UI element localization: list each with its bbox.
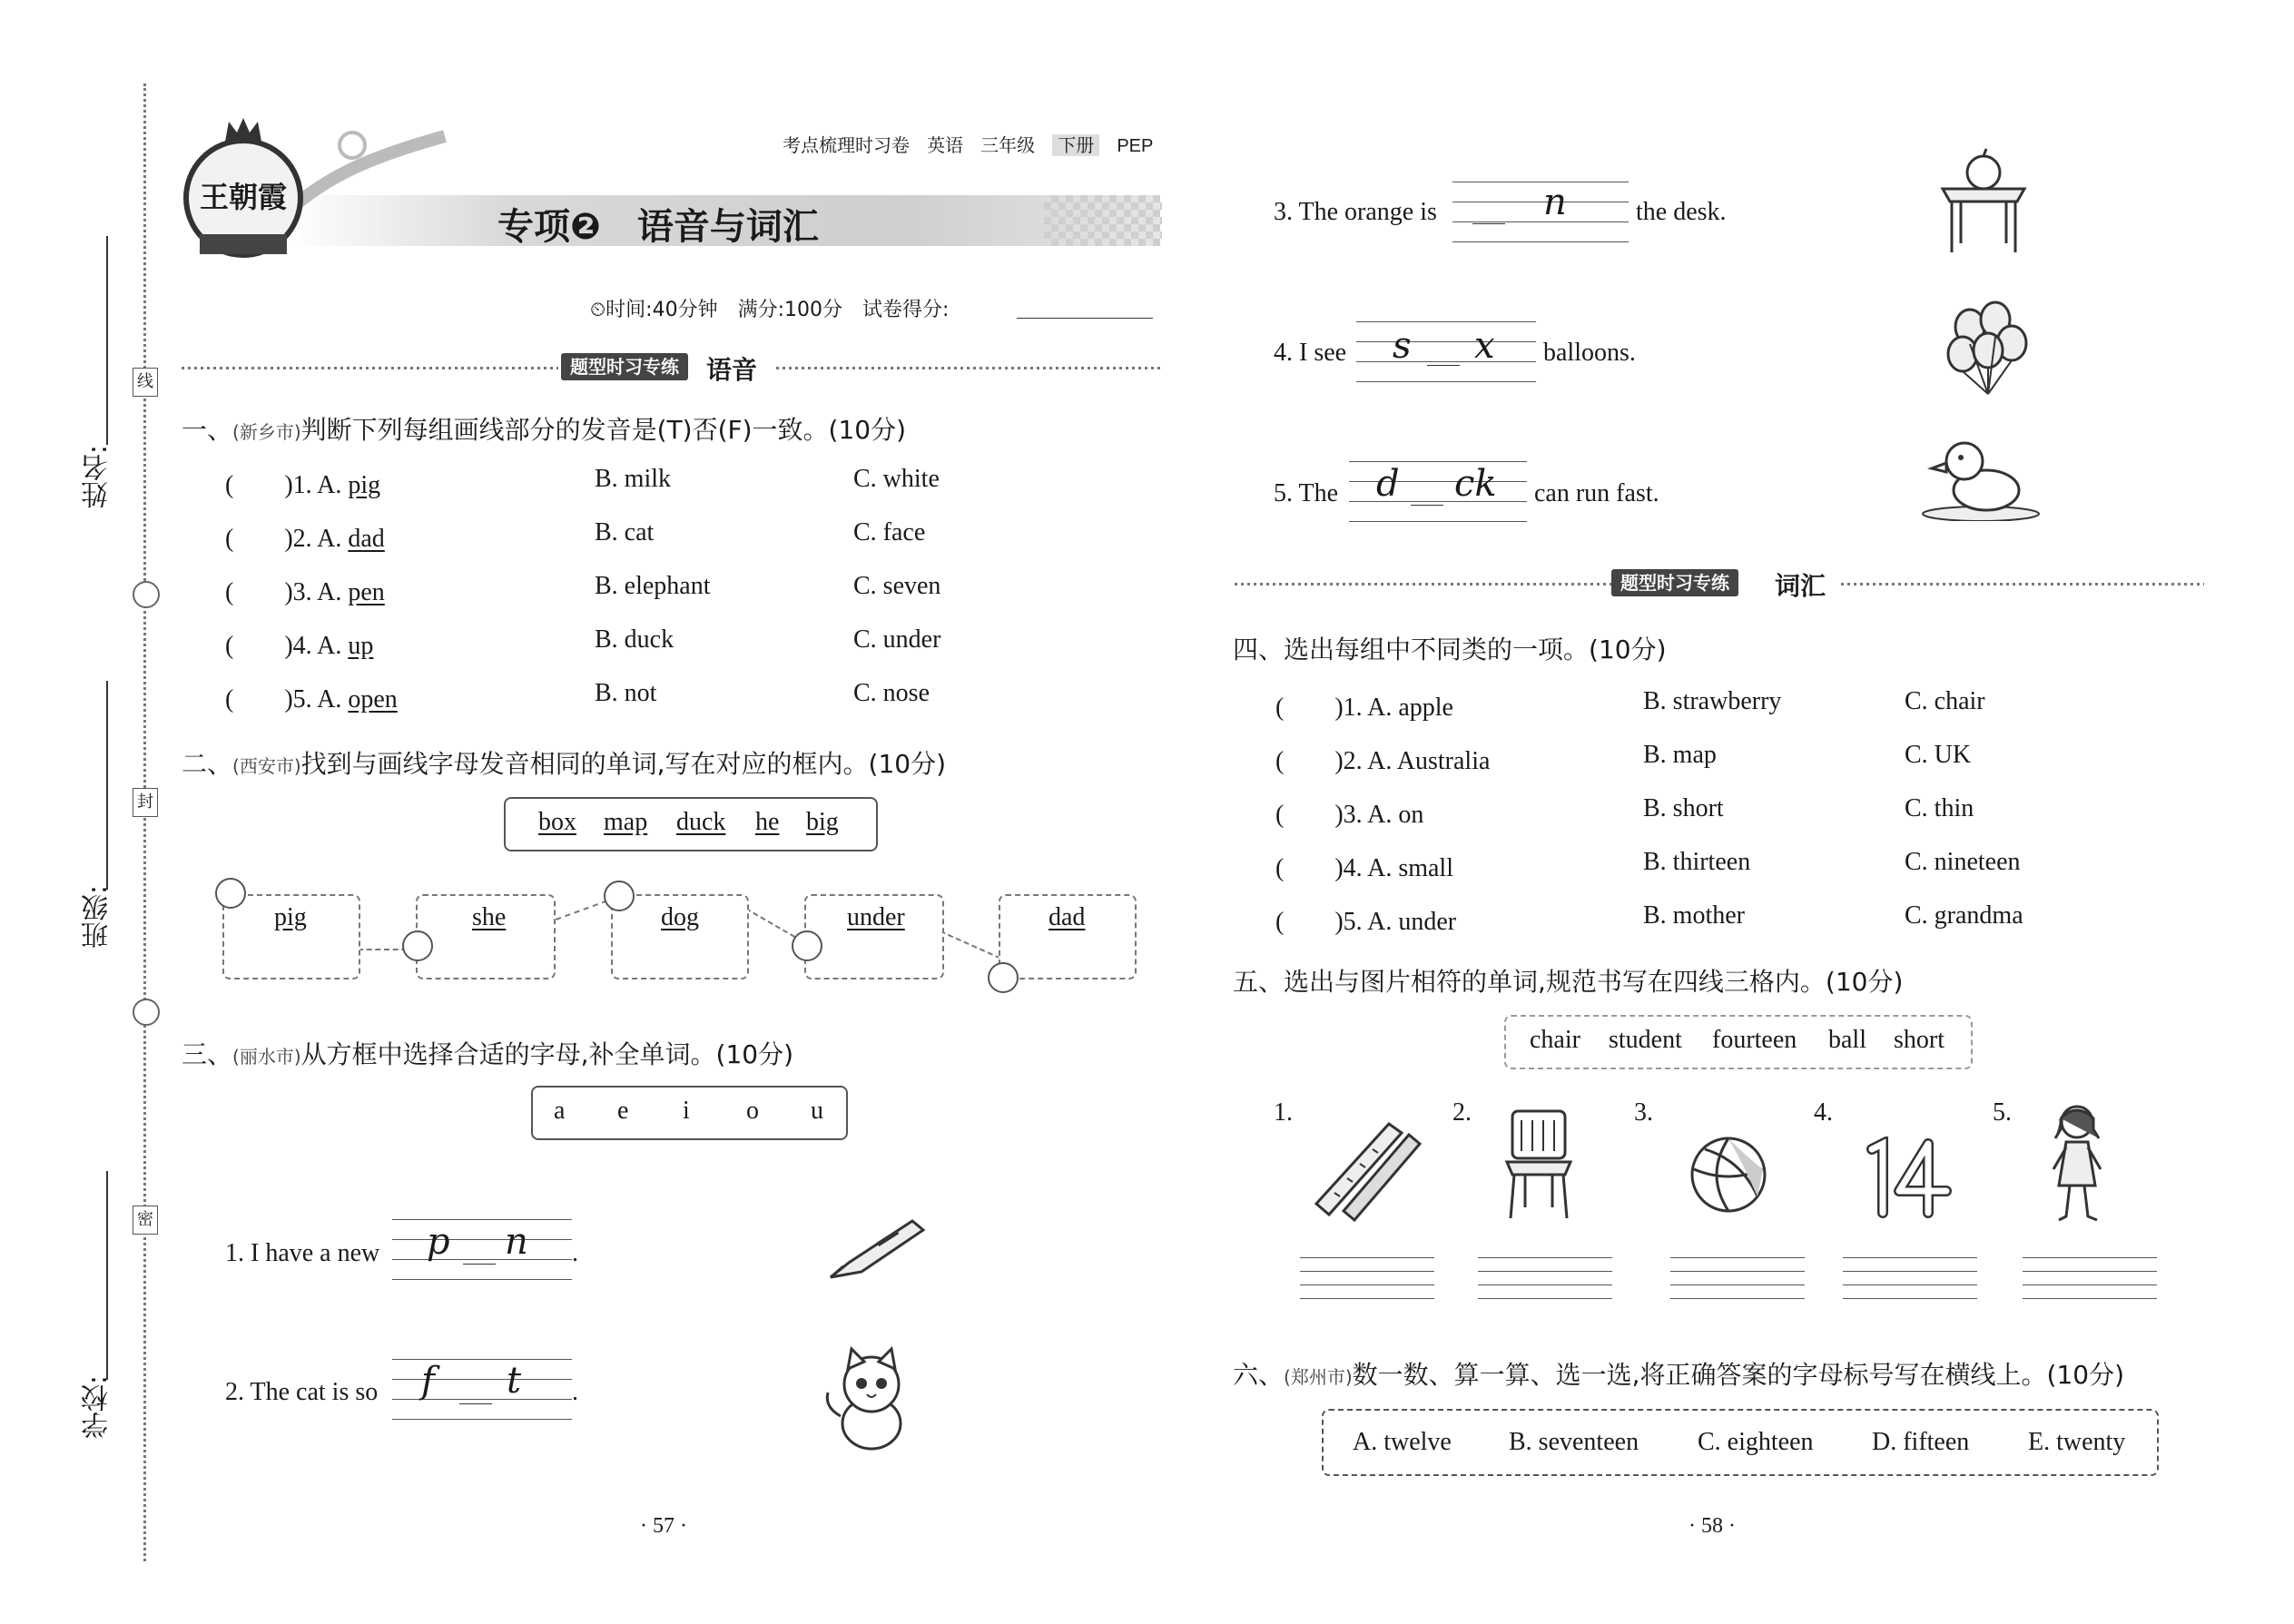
subject: 英语	[927, 134, 964, 156]
q5-heading	[1233, 962, 1903, 999]
smiley-face-icon	[215, 878, 246, 909]
margin-mark-seal: 封	[133, 788, 158, 817]
box-word-text: under	[847, 903, 905, 931]
section-title-phonetics: 语音	[706, 355, 758, 385]
binding-ring-icon	[133, 999, 160, 1026]
bank-word: short	[1894, 1026, 1944, 1054]
q4-row	[1275, 794, 1423, 831]
edition: PEP	[1117, 136, 1154, 156]
option-a: 1. A. apple	[1343, 694, 1453, 722]
q4-row	[1275, 848, 1453, 884]
q4-number: 四、	[1233, 635, 1285, 664]
brand-logo	[183, 138, 303, 258]
section-divider	[776, 367, 1162, 369]
box-word	[274, 903, 307, 932]
box-word	[1049, 903, 1085, 932]
q6-number: 六、	[1233, 1360, 1285, 1390]
logo-ribbon	[200, 234, 287, 254]
crown-icon	[223, 116, 263, 143]
smiley-face-icon	[792, 930, 822, 961]
binding-dotted-line	[143, 84, 146, 1561]
box-word-text: dog	[661, 903, 699, 931]
bank-word	[538, 808, 576, 837]
section-divider	[182, 367, 558, 369]
orange-on-desk-icon	[1934, 143, 2033, 258]
q5-number-label: 1.	[1274, 1098, 1293, 1127]
smiley-face-icon	[402, 930, 433, 961]
option: D. fifteen	[1872, 1428, 1970, 1456]
logo-text: 王朝霞	[199, 180, 287, 214]
q4-heading	[1233, 630, 1667, 666]
option-c: C. UK	[1905, 741, 1972, 769]
option-a-word: open	[348, 685, 398, 714]
period: .	[572, 1378, 578, 1406]
box-word	[847, 903, 905, 932]
option-a-word: dad	[348, 525, 385, 553]
option-c: C. white	[853, 465, 940, 493]
box-word	[472, 903, 506, 932]
grade: 三年级	[980, 134, 1036, 156]
q1-row	[225, 465, 380, 501]
option-c: C. grandma	[1905, 901, 2023, 930]
q5-number-label: 4.	[1814, 1098, 1833, 1127]
bank-word-text: he	[755, 808, 780, 836]
q4-row	[1275, 901, 1456, 938]
q2-number: 二、	[182, 749, 233, 779]
score-blank[interactable]	[1017, 318, 1153, 319]
bank-word: chair	[1530, 1026, 1580, 1054]
page-number-right: · 58 ·	[1689, 1514, 1736, 1538]
bank-letter: o	[746, 1097, 759, 1125]
number-14-icon	[1859, 1137, 1959, 1218]
hint-letter: f	[421, 1360, 435, 1402]
four-line-grid[interactable]	[392, 1219, 572, 1279]
margin-mark-secret: 密	[133, 1206, 158, 1235]
section-divider	[1841, 583, 2204, 586]
bank-word-text: big	[806, 808, 839, 836]
q2-instruction: 找到与画线字母发音相同的单词,写在对应的框内。(10分)	[300, 749, 947, 779]
blank-line[interactable]	[1427, 365, 1460, 366]
option-c: C. face	[853, 518, 926, 546]
bank-word-text: map	[604, 808, 648, 836]
option-b: B. mother	[1643, 901, 1745, 930]
q5-number-label: 3.	[1634, 1098, 1653, 1127]
answer-paren[interactable]: ( )	[225, 685, 293, 714]
banner-checker-pattern	[1044, 195, 1162, 246]
answer-paren[interactable]: ( )	[225, 471, 293, 499]
option: E. twenty	[2028, 1428, 2126, 1456]
section-tag: 题型时习专练	[561, 353, 688, 380]
chair-icon	[1498, 1106, 1580, 1222]
hint-letter: p	[427, 1221, 450, 1263]
answer-paren[interactable]: ( )	[225, 525, 293, 553]
answer-paren[interactable]: ( )	[1275, 801, 1344, 829]
option-a: 3. A. on	[1343, 801, 1424, 829]
name-label: 姓名:	[82, 445, 113, 509]
hint-letter: n	[505, 1221, 528, 1263]
q1-row	[225, 625, 373, 662]
q1-heading	[182, 410, 906, 447]
option-c: C. under	[853, 625, 941, 654]
cat-icon	[817, 1343, 926, 1452]
option-b: B. milk	[595, 465, 672, 493]
binding-ring-icon	[133, 581, 160, 608]
option-c: C. nineteen	[1905, 848, 2021, 876]
answer-paren[interactable]: ( )	[1275, 694, 1344, 722]
q2-source: (西安市)	[232, 755, 301, 777]
option-b: B. not	[595, 679, 657, 707]
time-score-info: ⏲时间:40分钟 满分:100分 试卷得分:	[590, 299, 950, 321]
bank-word: student	[1609, 1026, 1682, 1054]
blank-line[interactable]	[1472, 223, 1505, 224]
option-b: B. thirteen	[1643, 848, 1751, 876]
option-c: C. thin	[1905, 794, 1974, 822]
name-line	[106, 236, 108, 445]
option-b: B. duck	[595, 625, 674, 654]
class-line	[106, 681, 108, 890]
q2-heading	[182, 744, 946, 781]
option-b: B. strawberry	[1643, 687, 1782, 715]
q4-instruction: 选出每组中不同类的一项。(10分)	[1284, 635, 1667, 664]
four-line-grid[interactable]	[2023, 1257, 2157, 1298]
answer-paren[interactable]: ( )	[1275, 908, 1344, 936]
girl-icon	[2041, 1102, 2113, 1225]
pen-icon	[822, 1212, 930, 1284]
margin-mark-line: 线	[133, 368, 158, 397]
q5-number: 五、	[1233, 967, 1285, 997]
section-divider	[1235, 583, 1611, 586]
volume: 下册	[1052, 134, 1099, 156]
q4-row	[1275, 741, 1490, 777]
option-a: 2. A. Australia	[1343, 747, 1491, 775]
hint-letter: n	[1543, 182, 1567, 223]
four-line-grid[interactable]	[1452, 182, 1629, 241]
ball-icon	[1687, 1133, 1770, 1216]
blank-line[interactable]	[463, 1264, 496, 1265]
option-c: C. chair	[1905, 687, 1985, 715]
section-tag: 题型时习专练	[1611, 569, 1738, 596]
option-a-label: 1. A.	[292, 471, 342, 499]
bank-word-text: duck	[676, 808, 726, 836]
school-label: 学校:	[82, 1375, 113, 1440]
q3-item-text: 4. I see	[1274, 339, 1347, 367]
q1-row	[225, 518, 385, 555]
page-title: 专项❷ 语音与词汇	[497, 206, 819, 248]
q3-instruction: 从方框中选择合适的字母,补全单词。(10分)	[300, 1039, 794, 1069]
q1-row	[225, 572, 385, 608]
option-c: C. seven	[853, 572, 941, 600]
duck-icon	[1917, 430, 2044, 521]
hint-letter: t	[507, 1360, 522, 1402]
period: .	[572, 1239, 578, 1267]
bank-letter: i	[683, 1097, 690, 1125]
bank-letter: e	[617, 1097, 629, 1125]
option-b: B. cat	[595, 518, 655, 546]
option: B. seventeen	[1509, 1428, 1639, 1456]
q3-item-after: can run fast.	[1534, 479, 1659, 507]
q1-number: 一、	[182, 415, 233, 445]
ruler-icon	[1307, 1117, 1425, 1225]
hint-letter: ck	[1454, 463, 1497, 505]
box-word-text: pig	[274, 903, 307, 931]
box-word-text: dad	[1049, 903, 1086, 931]
q5-number-label: 5.	[1993, 1098, 2012, 1127]
option-a: 4. A. small	[1343, 854, 1453, 882]
option-a-label: 4. A.	[292, 632, 342, 660]
option: C. eighteen	[1698, 1428, 1814, 1456]
q3-item-text: 1. I have a new	[225, 1239, 380, 1267]
school-line	[106, 1171, 108, 1380]
option-a: 5. A. under	[1343, 908, 1457, 936]
hint-letter: x	[1474, 325, 1495, 367]
four-line-grid[interactable]	[1300, 1257, 1434, 1298]
q3-item-text: 3. The orange is	[1274, 198, 1437, 226]
q5-number-label: 2.	[1452, 1098, 1472, 1127]
q4-row	[1275, 687, 1453, 723]
bank-letter: u	[811, 1097, 823, 1125]
hint-letter: d	[1376, 463, 1400, 505]
bank-word-text: box	[538, 808, 576, 836]
bank-word	[604, 808, 647, 837]
page-number-left: · 57 ·	[640, 1514, 687, 1538]
option-c: C. nose	[853, 679, 930, 707]
option-b: B. elephant	[595, 572, 711, 600]
q3-item-text: 5. The	[1274, 479, 1339, 507]
section-title-vocab: 词汇	[1775, 571, 1826, 601]
bank-word: ball	[1828, 1026, 1866, 1054]
q1-source: (新乡市)	[232, 421, 301, 443]
option-b: B. short	[1643, 794, 1724, 822]
answer-paren[interactable]: ( )	[1275, 854, 1344, 882]
four-line-grid[interactable]	[1478, 1257, 1612, 1298]
answer-paren[interactable]: ( )	[225, 632, 293, 660]
balloons-icon	[1943, 300, 2033, 401]
q3-item-text: 2. The cat is so	[225, 1378, 379, 1406]
option: A. twelve	[1353, 1428, 1452, 1456]
four-line-grid[interactable]	[1356, 321, 1536, 381]
q3-item-after: the desk.	[1636, 198, 1727, 226]
q6-instruction: 数一数、算一算、选一选,将正确答案的字母标号写在横线上。(10分)	[1352, 1360, 2125, 1390]
connector	[556, 900, 607, 920]
q3-item-after: balloons.	[1543, 339, 1636, 367]
option-a-word: up	[348, 632, 374, 660]
box-word	[661, 903, 699, 932]
box-word-text: she	[472, 903, 507, 931]
option-b: B. map	[1643, 741, 1717, 769]
option-a-word: pig	[348, 471, 381, 499]
bank-word	[676, 808, 725, 837]
q6-source: (郑州市)	[1284, 1366, 1353, 1388]
bank-word	[806, 808, 839, 837]
q6-heading	[1233, 1355, 2124, 1392]
option-a-label: 3. A.	[292, 578, 342, 606]
q1-instruction: 判断下列每组画线部分的发音是(T)否(F)一致。(10分)	[300, 415, 907, 445]
series-name: 考点梳理时习卷	[783, 134, 910, 156]
four-line-grid[interactable]	[392, 1359, 572, 1419]
answer-paren[interactable]: ( )	[1275, 747, 1344, 775]
option-a-label: 5. A.	[292, 685, 342, 714]
four-line-grid[interactable]	[1670, 1257, 1805, 1298]
q3-source: (丽水市)	[232, 1046, 301, 1068]
q1-row	[225, 679, 398, 715]
bank-word: fourteen	[1712, 1026, 1797, 1054]
q3-number: 三、	[182, 1039, 233, 1069]
smiley-face-icon	[604, 881, 635, 911]
hint-letter: s	[1393, 325, 1412, 367]
four-line-grid[interactable]	[1843, 1257, 1977, 1298]
answer-paren[interactable]: ( )	[225, 578, 293, 606]
class-label: 班级:	[82, 885, 113, 950]
smiley-face-icon	[988, 962, 1019, 993]
blank-line[interactable]	[1411, 505, 1443, 506]
option-a-word: pen	[348, 578, 385, 606]
q5-instruction: 选出与图片相符的单词,规范书写在四线三格内。(10分)	[1284, 967, 1904, 997]
q3-heading	[182, 1035, 793, 1071]
bank-letter: a	[554, 1097, 566, 1125]
header-meta	[783, 131, 1153, 157]
option-a-label: 2. A.	[292, 525, 342, 553]
blank-line[interactable]	[459, 1403, 492, 1404]
bank-word	[755, 808, 779, 837]
